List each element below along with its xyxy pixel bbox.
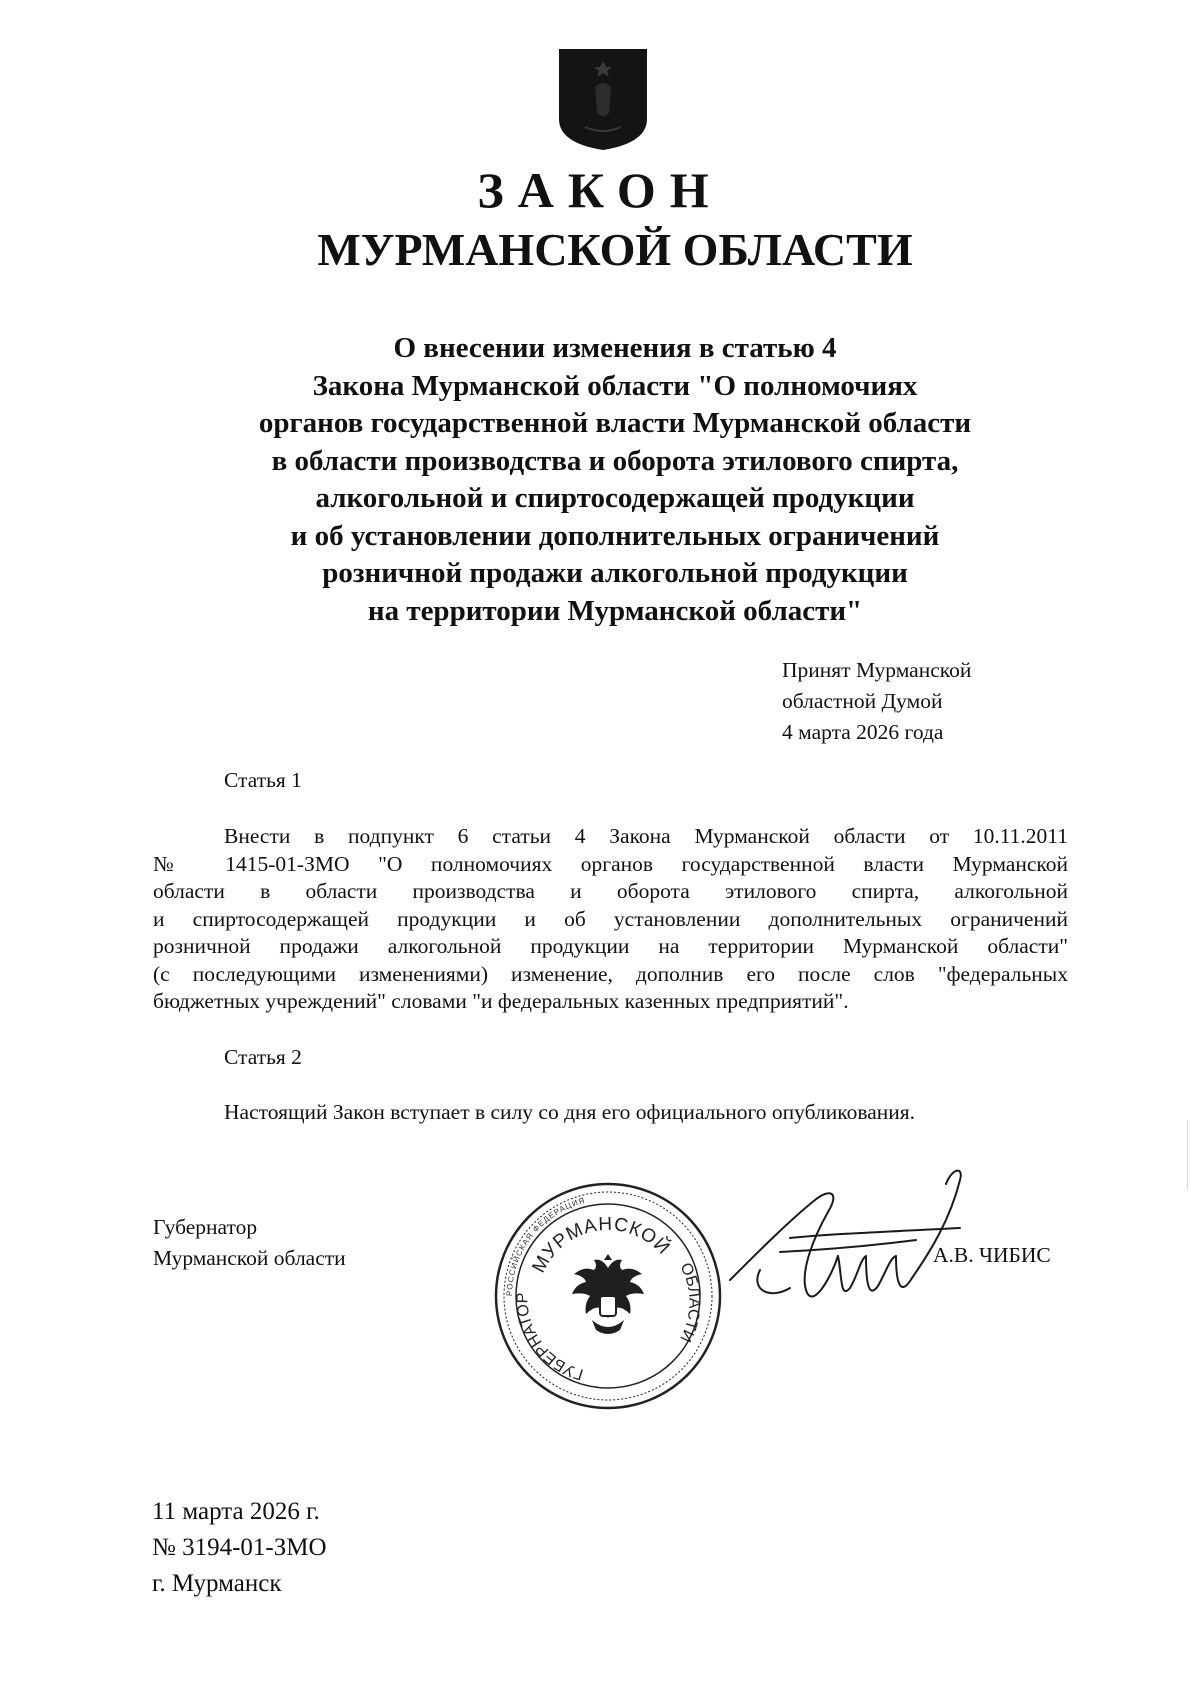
signing-date: 11 марта 2026 г. (152, 1498, 320, 1525)
document-footer (152, 1494, 327, 1602)
title-line: органов государственной власти Мурманской области (258, 407, 972, 439)
svg-text:ГУБЕРНАТОР (514, 1293, 585, 1383)
adoption-line: 4 марта 2026 года (782, 720, 944, 744)
article-1-line: № 1415-01-ЗМО "О полномочиях органов государственной власти Мурманской (153, 851, 1068, 876)
seal-outer-text: РОССИЙСКАЯ ФЕДЕРАЦИЯ (504, 1195, 587, 1297)
title-line: алкогольной и спиртосодержащей продукции (315, 482, 915, 514)
title-line: и об установлении дополнительных ограничений (290, 519, 940, 552)
article-1-line: бюджетных учреждений" словами "и федеральных казенных предприятий". (153, 989, 849, 1013)
seal-top-text: МУРМАНСКОЙ (528, 1213, 674, 1277)
signatory-name: А.В. ЧИБИС (933, 1243, 1051, 1267)
seal-left-text: ГУБЕРНАТОР (514, 1292, 586, 1383)
eagle-emblem-icon (572, 1254, 644, 1334)
adoption-line: Принят Мурманской (782, 658, 972, 682)
article-1-text (153, 823, 1068, 1016)
article-1-line: области в области производства и оборота этилового спирта, алкогольной (153, 879, 1068, 903)
svg-text:ОБЛАСТИ (676, 1260, 702, 1344)
article-1-line: Внести в подпункт 6 статьи 4 Закона Мурманской области от 10.11.2011 (224, 824, 1068, 848)
article-2-text: Настоящий Закон вступает в силу со дня его официального опубликования. (224, 1100, 916, 1124)
title-line: на территории Мурманской области" (367, 594, 863, 627)
signing-city: г. Мурманск (152, 1570, 282, 1597)
title-line: Закона Мурманской области "О полномочиях (312, 369, 918, 402)
law-number: № 3194-01-ЗМО (152, 1534, 327, 1561)
article-1-heading: Статья 1 (224, 768, 302, 792)
title-line: розничной продажи алкогольной продукции (322, 557, 908, 589)
document-title (0, 330, 1200, 630)
seal-right-text: ОБЛАСТИ (676, 1260, 703, 1345)
signatory-title-line: Губернатор (153, 1215, 258, 1239)
law-heading: ЗАКОН (477, 162, 723, 218)
title-line: О внесении изменения в статью 4 (393, 332, 837, 364)
adoption-line: областной Думой (782, 689, 943, 713)
scan-edge-mark (1187, 1120, 1188, 1190)
article-2-heading: Статья 2 (224, 1045, 302, 1069)
article-1-line: розничной продажи алкогольной продукции на территории Мурманской области" (153, 934, 1068, 958)
signatory-title-line: Мурманской области (153, 1246, 346, 1270)
article-1-line: и спиртосодержащей продукции и об установлении дополнительных ограничений (153, 906, 1068, 931)
title-line: в области производства и оборота этилового спирта, (271, 444, 959, 477)
coat-of-arms-emblem (557, 47, 649, 152)
region-heading: МУРМАНСКОЙ ОБЛАСТИ (317, 224, 913, 275)
official-seal (492, 1180, 724, 1412)
adoption-note (782, 655, 971, 748)
signatory-title (153, 1212, 346, 1274)
article-1-line: (с последующими изменениями) изменение, дополнив его после слов "федеральных (153, 961, 1068, 986)
